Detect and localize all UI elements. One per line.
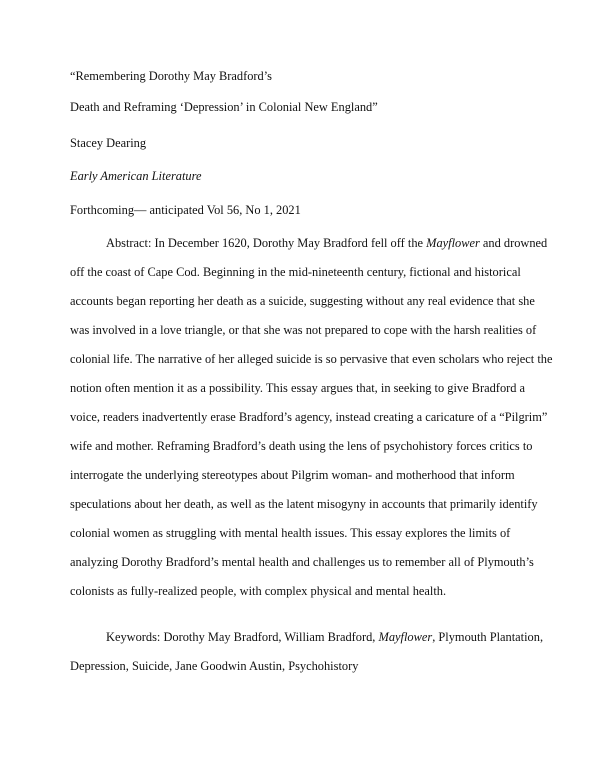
journal-name-text: Early American Literature	[70, 169, 202, 183]
abstract-line: colonists as fully-realized people, with complex physical and mental health.	[70, 584, 447, 598]
abstract-text: Abstract: In December 1620, Dorothy May Bradford fell off the	[106, 236, 427, 250]
abstract-line: accounts began reporting her death as a suicide, suggesting without any real evidence that she	[70, 294, 535, 308]
keywords-line-1	[106, 630, 543, 644]
keywords-ship-name: Mayflower	[378, 630, 433, 644]
author-name: Stacey Dearing	[70, 136, 147, 150]
keywords-text: Keywords: Dorothy May Bradford, William Bradford,	[106, 630, 379, 644]
abstract-line: was involved in a love triangle, or that she was not prepared to cope with the harsh realities of	[70, 323, 537, 337]
abstract-line: analyzing Dorothy Bradford’s mental health and challenges us to remember all of Plymouth’s	[70, 555, 534, 569]
forthcoming-note: Forthcoming— anticipated Vol 56, No 1, 2021	[70, 203, 301, 217]
abstract-line	[106, 236, 547, 250]
abstract-line: off the coast of Cape Cod. Beginning in the mid-nineteenth century, fictional and historical	[70, 265, 521, 279]
abstract-line: colonial women as struggling with mental health issues. This essay explores the limits of	[70, 526, 511, 540]
abstract-text: and drowned	[479, 236, 548, 250]
abstract-line: voice, readers inadvertently erase Bradford’s agency, instead creating a caricature of a “Pilgrim”	[70, 410, 548, 424]
title-line-2: Death and Reframing ‘Depression’ in Colonial New England”	[70, 100, 378, 114]
abstract-line: notion often mention it as a possibility. This essay argues that, in seeking to give Bradford a	[70, 381, 526, 395]
abstract-line: speculations about her death, as well as the latent misogyny in accounts that primarily identify	[70, 497, 538, 511]
abstract-line: interrogate the underlying stereotypes about Pilgrim woman- and motherhood that inform	[70, 468, 515, 482]
abstract-line: wife and mother. Reframing Bradford’s death using the lens of psychohistory forces critics to	[70, 439, 533, 453]
abstract-line: colonial life. The narrative of her alleged suicide is so pervasive that even scholars who reject the	[70, 352, 553, 366]
keywords-line-2: Depression, Suicide, Jane Goodwin Austin, Psychohistory	[70, 659, 359, 673]
title-line-1: “Remembering Dorothy May Bradford’s	[70, 69, 272, 83]
abstract-ship-name: Mayflower	[426, 236, 480, 250]
keywords-text: , Plymouth Plantation,	[432, 630, 544, 644]
journal-name	[70, 169, 201, 183]
